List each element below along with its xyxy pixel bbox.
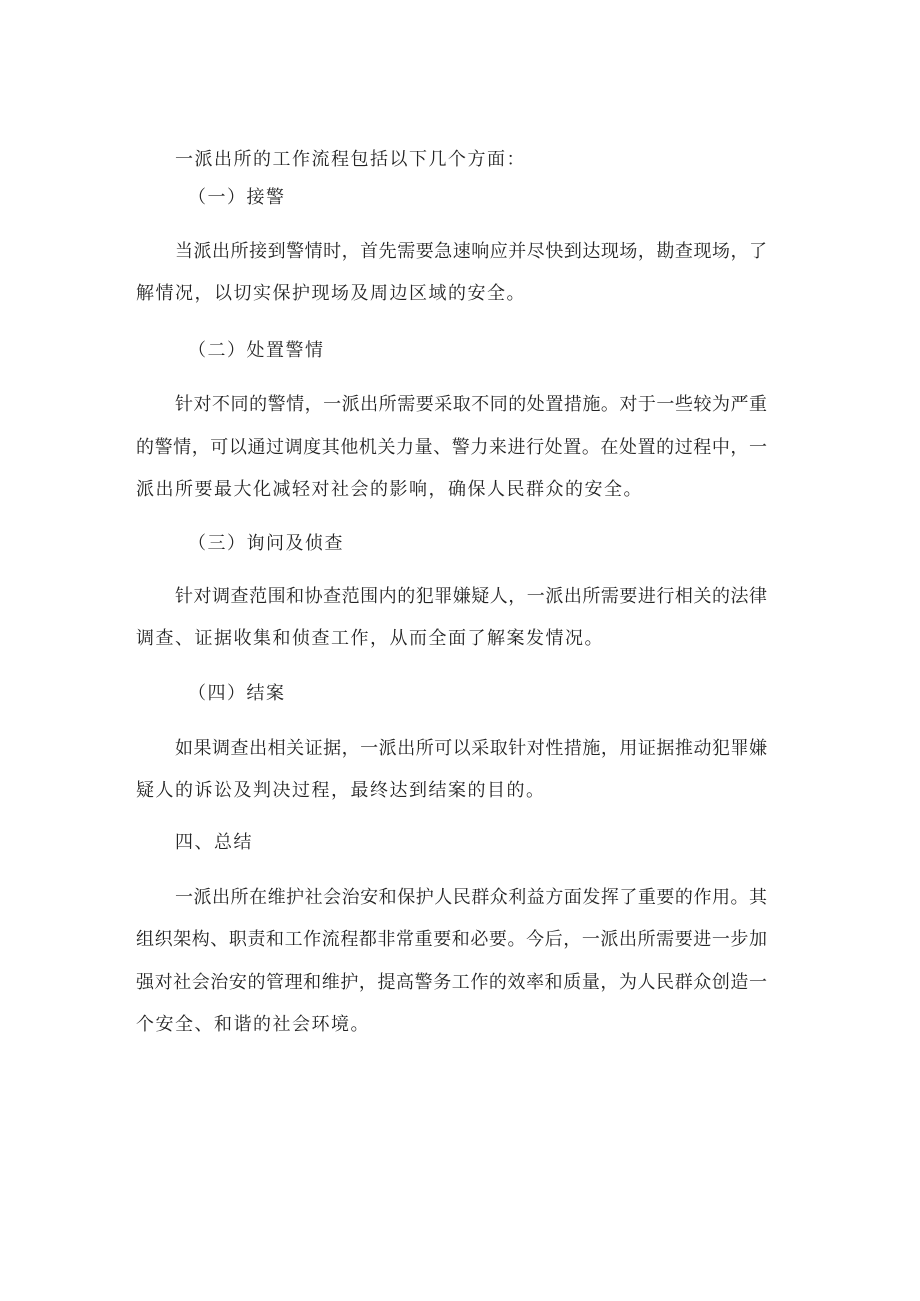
heading-handle-alarm: （二）处置警情 [188, 340, 325, 361]
para-5-line-3: 强对社会治安的管理和维护，提高警务工作的效率和质量，为人民群众创造一 [136, 972, 767, 993]
heading-receive-alarm: （一）接警 [188, 187, 286, 208]
para-1-line-1: 当派出所接到警情时，首先需要急速响应并尽快到达现场，勘查现场，了 [175, 241, 767, 262]
para-5-line-1: 一派出所在维护社会治安和保护人民群众利益方面发挥了重要的作用。其 [175, 887, 767, 908]
para-4-line-2: 疑人的诉讼及判决过程，最终达到结案的目的。 [136, 780, 546, 801]
para-1-line-2: 解情况，以切实保护现场及周边区域的安全。 [136, 283, 526, 304]
intro-line: 一派出所的工作流程包括以下几个方面： [175, 149, 526, 170]
para-3-line-2: 调查、证据收集和侦查工作，从而全面了解案发情况。 [136, 628, 604, 649]
para-3-line-1: 针对调查范围和协查范围内的犯罪嫌疑人，一派出所需要进行相关的法律 [175, 586, 767, 607]
para-5-line-4: 个安全、和谐的社会环境。 [136, 1014, 370, 1035]
para-2-line-3: 派出所要最大化减轻对社会的影响，确保人民群众的安全。 [136, 479, 643, 500]
heading-inquiry-investigation: （三）询问及侦查 [188, 533, 344, 554]
para-2-line-2: 的警情，可以通过调度其他机关力量、警力来进行处置。在处置的过程中，一 [136, 437, 767, 458]
para-2-line-1: 针对不同的警情，一派出所需要采取不同的处置措施。对于一些较为严重 [175, 394, 767, 415]
para-5-line-2: 组织架构、职责和工作流程都非常重要和必要。今后，一派出所需要进一步加 [136, 929, 767, 950]
heading-close-case: （四）结案 [188, 683, 286, 704]
para-4-line-1: 如果调查出相关证据，一派出所可以采取针对性措施，用证据推动犯罪嫌 [175, 738, 767, 759]
section-summary-heading: 四、总结 [175, 832, 253, 853]
